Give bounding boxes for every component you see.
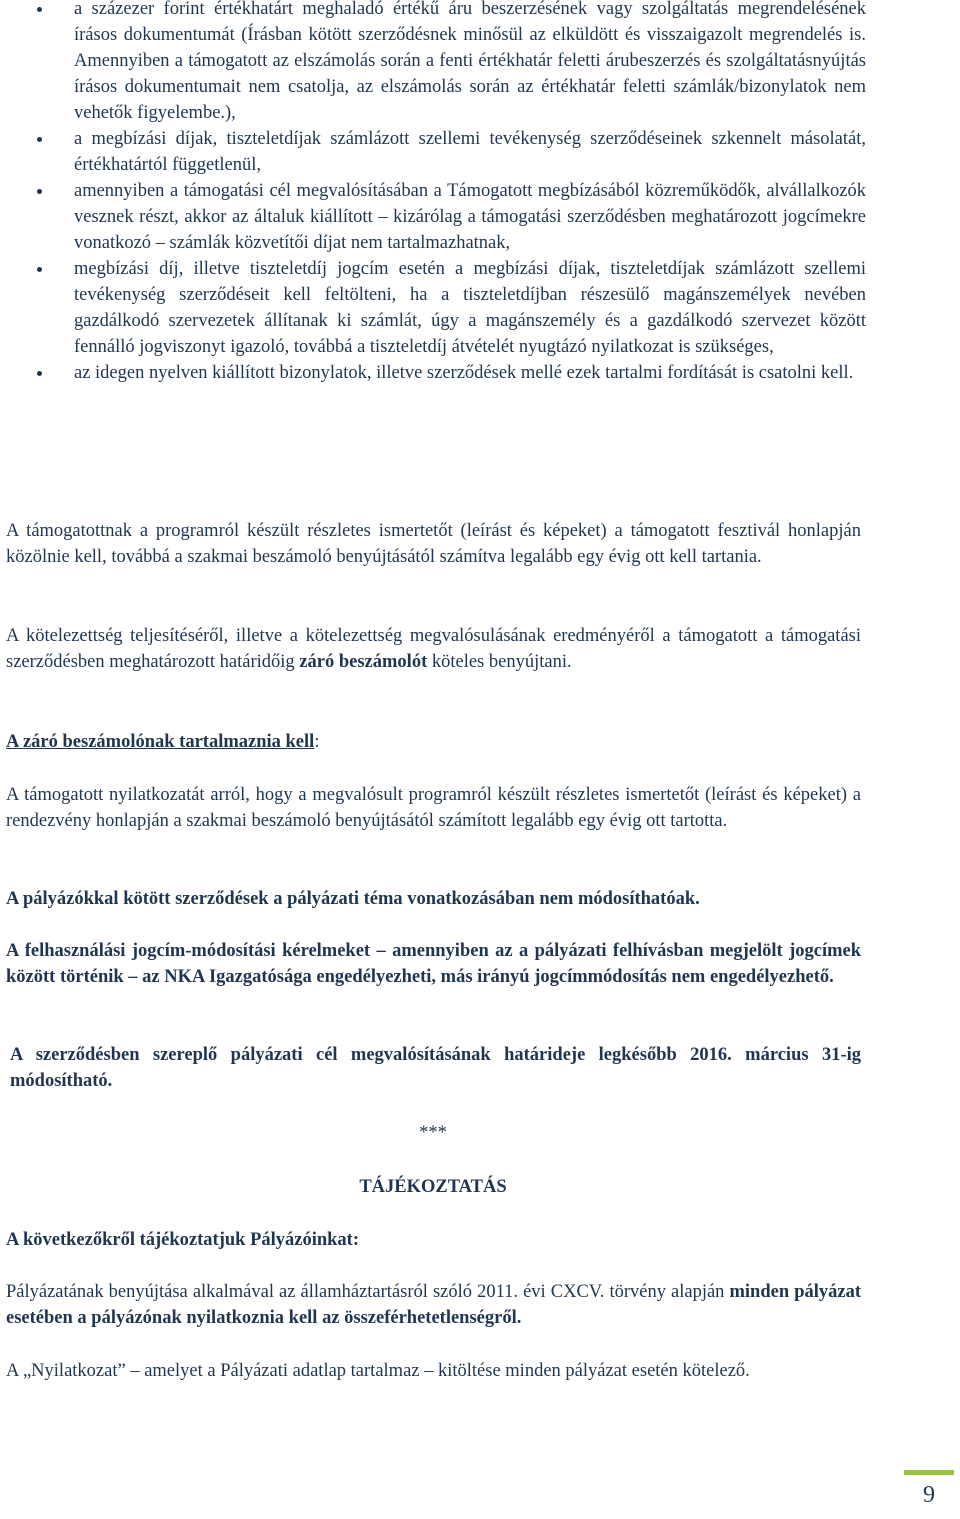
page-number-box [904, 1470, 954, 1516]
submission-text: Pályázatának benyújtása alkalmával az államháztartásról szóló 2011. évi CXCV. törvény alapján [6, 1282, 730, 1302]
list-item [0, 126, 866, 178]
list-item-text: a százezer forint értékhatárt meghaladó értékű áru beszerzésének vagy szolgáltatás megrendelésének írásos dokumentumát (Írásban kötött szerződésnek minősül az elküldött és visszaigazolt megrendelés is. Amennyiben a támogatott az elszámolás során a fenti értékhatár feletti árubeszerzés és szolgáltatásnyújtás írásos dokumentumait nem csatolja, az elszámolás során az értékhatár feletti számlák/bizonylatok nem vehetők figyelembe.), [74, 0, 866, 123]
list-item-text: amennyiben a támogatási cél megvalósításában a Támogatott megbízásából közreműködők, alvállalkozók vesznek részt, akkor az általuk kiállított – kizárólag a támogatási szerződésben meghatározott jogcímekre vonatkozó – számlák közvetítői díjat nem tartalmazhatnak, [74, 181, 866, 253]
final-report-text-before: A kötelezettség teljesítéséről, illetve a kötelezettség megvalósulásának eredményéről a támogatott a támogatási szerződésben meghatározott határidőig [6, 626, 861, 672]
final-report-paragraph [6, 623, 861, 675]
report-content-heading-suffix: : [314, 732, 320, 752]
list-item-text: a megbízási díjak, tiszteletdíjak számlázott szellemi tevékenység szerződéseinek szkennelt másolatát, értékhatártól függetlenül, [74, 129, 866, 175]
section-title: TÁJÉKOZTATÁS [359, 1177, 507, 1197]
bullet-icon [37, 267, 42, 272]
report-content-heading-text: A záró beszámolónak tartalmaznia kell [6, 732, 315, 752]
info-heading: A következőkről tájékoztatjuk Pályázóinkat: [6, 1230, 360, 1250]
bullet-icon [37, 7, 42, 12]
list-item [0, 178, 866, 256]
final-report-bold: záró beszámolót [299, 652, 428, 672]
contracts-notice: A pályázókkal kötött szerződések a pályázati téma vonatkozásában nem módosíthatóak. [6, 889, 700, 909]
report-content-heading [6, 729, 861, 755]
declaration-paragraph: A támogatott nyilatkozatát arról, hogy a megvalósult programról készült részletes ismertetőt (leírást és képeket) a rendezvény honlapján a szakmai beszámoló benyújtásától számított legalább egy évig ott tartotta. [6, 785, 861, 831]
attachment-requirements-list [0, 0, 866, 386]
nyilatkozat-paragraph: A „Nyilatkozat” – amelyet a Pályázati adatlap tartalmaz – kitöltése minden pályázat esetén kötelező. [6, 1361, 750, 1381]
page-number-accent-bar [904, 1470, 954, 1475]
submission-bold: minden pályázat esetében a pályázónak nyilatkoznia kell az összeférhetetlenségről. [6, 1282, 861, 1328]
list-item-text: megbízási díj, illetve tiszteletdíj jogcím esetén a megbízási díjak, tiszteletdíjak számlázott szellemi tevékenység szerződéseit kell feltölteni, ha a tiszteletdíjban részesülő magánszemélyek nevében gazdálkodó szervezetek állítanak ki számlát, úgy a magánszemély és a gazdálkodó szervezet között fennálló jogviszonyt igazoló, továbbá a tiszteletdíj átvételét nyugtázó nyilatkozat is szükséges, [74, 259, 866, 357]
list-item-text: az idegen nyelven kiállított bizonylatok, illetve szerződések mellé ezek tartalmi fordítását is csatolni kell. [74, 363, 854, 383]
bullet-icon [37, 137, 42, 142]
separator: *** [419, 1123, 447, 1143]
legal-title-modification-notice: A felhasználási jogcím-módosítási kérelmeket – amennyiben az a pályázati felhívásban megjelölt jogcímek között történik – az NKA Igazgatósága engedélyezheti, más irányú jogcímmódosítás nem engedélyezhető. [6, 941, 861, 987]
page-number: 9 [923, 1482, 935, 1508]
list-item [0, 0, 866, 126]
final-report-text-after: köteles benyújtani. [427, 652, 572, 672]
submission-paragraph [6, 1279, 861, 1331]
bullet-icon [37, 371, 42, 376]
list-item [0, 256, 866, 360]
bullet-icon [37, 189, 42, 194]
deadline-modification-notice: A szerződésben szereplő pályázati cél megvalósításának határideje legkésőbb 2016. március 31-ig módosítható. [10, 1045, 861, 1091]
website-publication-paragraph: A támogatottnak a programról készült részletes ismertetőt (leírást és képeket) a támogatott fesztivál honlapján közölnie kell, továbbá a szakmai beszámoló benyújtásától számítva legalább egy évig ott kell tartania. [6, 521, 861, 567]
list-item [0, 360, 866, 386]
